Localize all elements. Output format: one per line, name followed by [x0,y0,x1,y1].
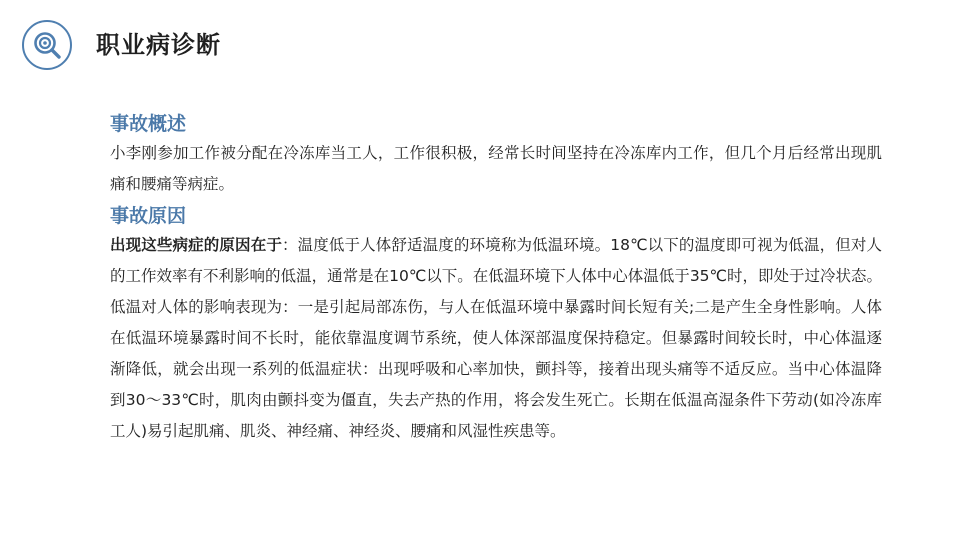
section-heading-overview: 事故概述 [110,113,187,135]
target-search-icon [32,30,62,60]
page-title: 职业病诊断 [96,31,221,59]
cause-lead-text: 出现这些病症的原因在于 [110,236,282,254]
cause-paragraph [110,230,882,447]
section-heading-cause: 事故原因 [110,205,187,227]
logo-badge [22,20,72,70]
overview-paragraph: 小李刚参加工作被分配在冷冻库当工人，工作很积极，经常长时间坚持在冷冻库内工作，但几个月后经常出现肌痛和腰痛等病症。 [110,144,882,193]
main-content [110,110,882,447]
cause-body-text: ：温度低于人体舒适温度的环境称为低温环境。18℃以下的温度即可视为低温，但对人的工作效率有不利影响的低温，通常是在10℃以下。在低温环境下人体中心体温低于35℃时，即处于过冷状态。低温对人体的影响表现为：一是引起局部冻伤，与人在低温环境中暴露时间长短有关;二是产生全身性影响。人体在低温环境暴露时间不长时，能依靠温度调节系统，使人体深部温度保持稳定。但暴露时间较长时，中心体温逐渐降低，就会出现一系列的低温症状：出现呼吸和心率加快，颤抖等，接着出现头痛等不适反应。当中心体温降到30～33℃时，肌肉由颤抖变为僵直，失去产热的作用，将会发生死亡。长期在低温高湿条件下劳动(如冷冻库工人)易引起肌痛、肌炎、神经痛、神经炎、腰痛和风湿性疾患等。 [110,236,882,440]
